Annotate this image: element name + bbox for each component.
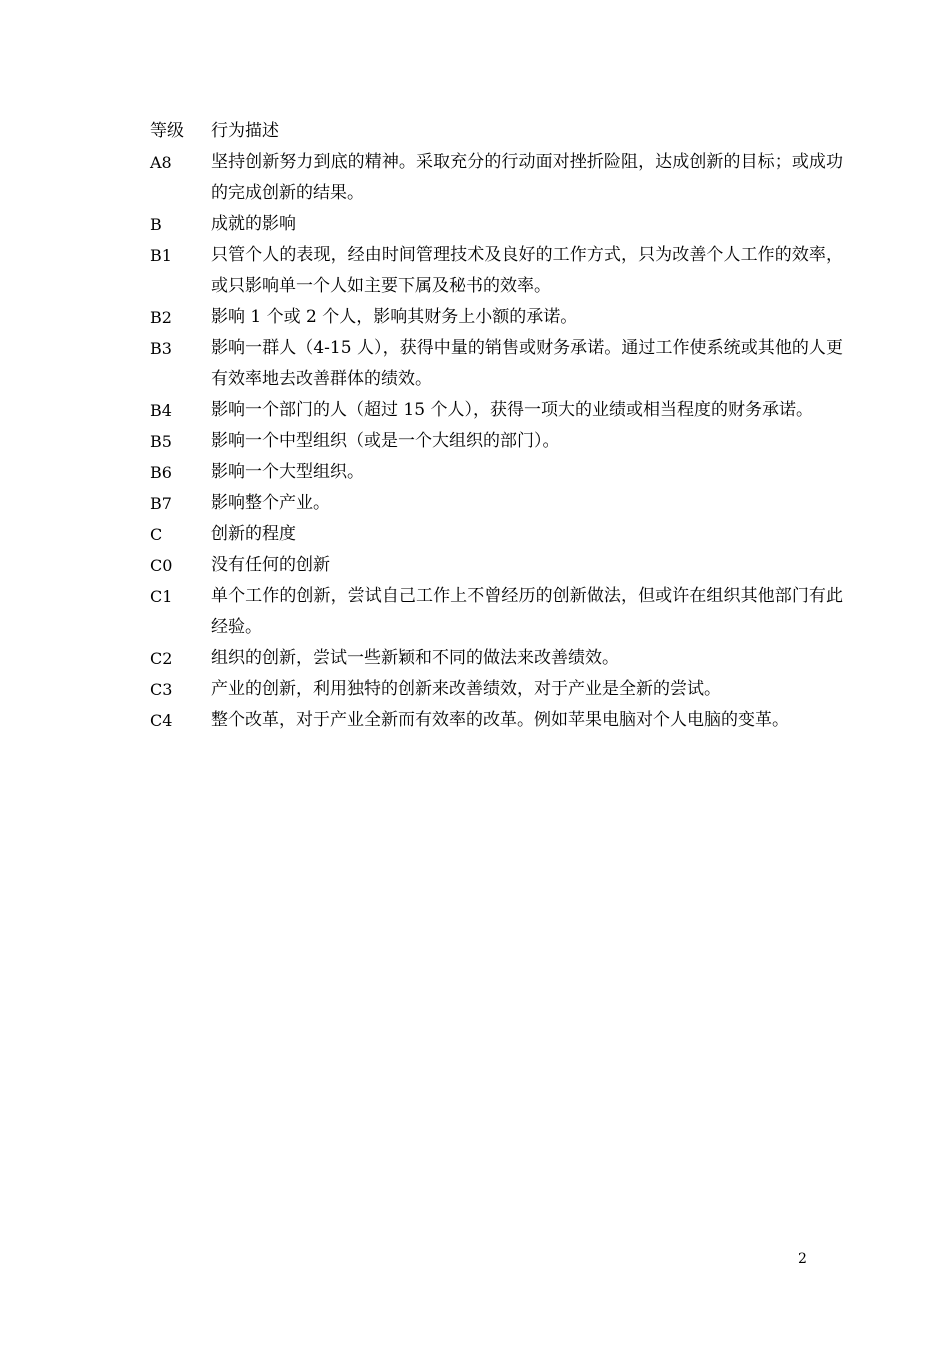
grade-code: C0 bbox=[150, 556, 173, 575]
behavior-description: 产业的创新，利用独特的创新来改善绩效，对于产业是全新的尝试。 bbox=[211, 679, 721, 699]
behavior-description: 坚持创新努力到底的精神。采取充分的行动面对挫折险阻，达成创新的目标；或成功的完成创新的结果。 bbox=[211, 152, 843, 203]
grade-code: C3 bbox=[150, 680, 173, 699]
behavior-description: 单个工作的创新，尝试自己工作上不曾经历的创新做法，但或许在组织其他部门有此经验。 bbox=[211, 586, 843, 637]
list-item-b1 bbox=[150, 240, 850, 302]
list-item-b5 bbox=[150, 426, 850, 457]
grade-code: B7 bbox=[150, 494, 172, 513]
list-item-c3 bbox=[150, 674, 850, 705]
list-item-c1 bbox=[150, 581, 850, 643]
behavior-description: 只管个人的表现，经由时间管理技术及良好的工作方式，只为改善个人工作的效率，或只影响单一个人如主要下属及秘书的效率。 bbox=[211, 245, 843, 296]
grade-code: B4 bbox=[150, 401, 172, 420]
list-item-c bbox=[150, 519, 850, 550]
behavior-description-list bbox=[150, 116, 850, 736]
grade-code: C4 bbox=[150, 711, 173, 730]
list-item-c0 bbox=[150, 550, 850, 581]
behavior-description: 创新的程度 bbox=[211, 524, 296, 544]
grade-code: C2 bbox=[150, 649, 173, 668]
behavior-description: 影响一群人（4-15 人），获得中量的销售或财务承诺。通过工作使系统或其他的人更有效率地去改善群体的绩效。 bbox=[211, 338, 843, 389]
grade-code: B3 bbox=[150, 339, 172, 358]
behavior-description: 影响一个部门的人（超过 15 个人），获得一项大的业绩或相当程度的财务承诺。 bbox=[211, 400, 813, 420]
grade-code: B2 bbox=[150, 308, 172, 327]
grade-code: C bbox=[150, 525, 163, 544]
behavior-description: 影响整个产业。 bbox=[211, 493, 330, 513]
list-item-c4 bbox=[150, 705, 850, 736]
behavior-description: 整个改革，对于产业全新而有效率的改革。例如苹果电脑对个人电脑的变革。 bbox=[211, 710, 789, 730]
list-item-b2 bbox=[150, 302, 850, 333]
list-item-b7 bbox=[150, 488, 850, 519]
grade-code: B6 bbox=[150, 463, 172, 482]
list-item-b6 bbox=[150, 457, 850, 488]
grade-code: B bbox=[150, 215, 162, 234]
behavior-description: 影响一个中型组织（或是一个大组织的部门）。 bbox=[211, 431, 560, 451]
page-number: 2 bbox=[798, 1251, 807, 1267]
list-item-c2 bbox=[150, 643, 850, 674]
behavior-description: 影响一个大型组织。 bbox=[211, 462, 364, 482]
list-item-b3 bbox=[150, 333, 850, 395]
behavior-description: 组织的创新，尝试一些新颖和不同的做法来改善绩效。 bbox=[211, 648, 619, 668]
list-item-a8 bbox=[150, 147, 850, 209]
grade-code: B1 bbox=[150, 246, 172, 265]
description-header: 行为描述 bbox=[211, 121, 279, 141]
behavior-description: 成就的影响 bbox=[211, 214, 296, 234]
grade-code: B5 bbox=[150, 432, 172, 451]
behavior-description: 没有任何的创新 bbox=[211, 555, 330, 575]
grade-code: A8 bbox=[150, 153, 172, 172]
behavior-description: 影响 1 个或 2 个人，影响其财务上小额的承诺。 bbox=[211, 307, 578, 327]
list-item-b bbox=[150, 209, 850, 240]
list-header bbox=[150, 116, 850, 147]
grade-header: 等级 bbox=[150, 121, 184, 141]
grade-code: C1 bbox=[150, 587, 173, 606]
list-item-b4 bbox=[150, 395, 850, 426]
